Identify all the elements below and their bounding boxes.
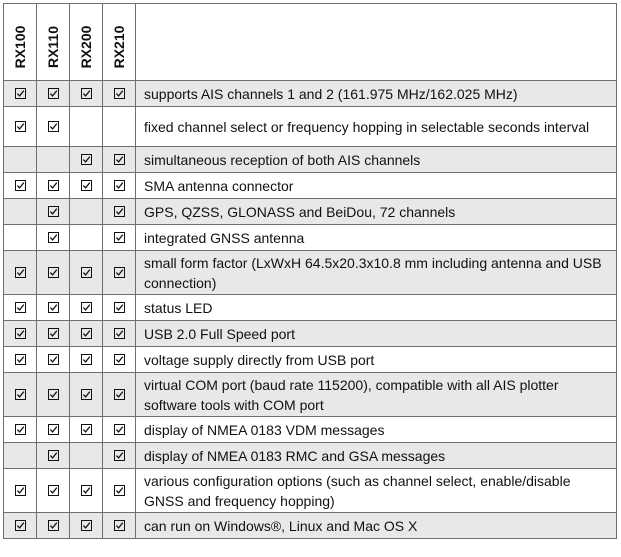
cell-rx110 [37, 251, 70, 295]
table-row [4, 225, 617, 251]
table-row [4, 469, 617, 513]
table-row [4, 347, 617, 373]
cell-rx200 [70, 373, 103, 417]
cell-rx110 [37, 347, 70, 373]
checked-box-icon [114, 328, 125, 339]
feature-description: fixed channel select or frequency hopping in selectable seconds interval [136, 107, 617, 147]
checked-box-icon [48, 302, 59, 313]
checked-box-icon [48, 328, 59, 339]
checked-box-icon [15, 302, 26, 313]
checked-box-icon [114, 267, 125, 278]
cell-rx110 [37, 225, 70, 251]
table-row [4, 147, 617, 173]
checked-box-icon [114, 485, 125, 496]
cell-rx210 [103, 81, 136, 107]
table-row [4, 513, 617, 539]
checked-box-icon [114, 424, 125, 435]
checked-box-icon [48, 88, 59, 99]
feature-description: GPS, QZSS, GLONASS and BeiDou, 72 channels [136, 199, 617, 225]
feature-description: simultaneous reception of both AIS channels [136, 147, 617, 173]
cell-rx100 [4, 347, 37, 373]
cell-rx100 [4, 81, 37, 107]
cell-rx100 [4, 513, 37, 539]
checked-box-icon [15, 267, 26, 278]
checked-box-icon [15, 354, 26, 365]
cell-rx210 [103, 251, 136, 295]
checked-box-icon [114, 450, 125, 461]
checked-box-icon [114, 232, 125, 243]
header-label: RX210 [111, 25, 127, 69]
checked-box-icon [114, 206, 125, 217]
checked-box-icon [114, 154, 125, 165]
table-row [4, 173, 617, 199]
feature-description: display of NMEA 0183 RMC and GSA messages [136, 443, 617, 469]
header-row [4, 4, 617, 81]
cell-rx200 [70, 81, 103, 107]
cell-rx110 [37, 295, 70, 321]
cell-rx210 [103, 147, 136, 173]
checked-box-icon [48, 206, 59, 217]
cell-rx210 [103, 513, 136, 539]
cell-rx200 [70, 251, 103, 295]
feature-description: small form factor (LxWxH 64.5x20.3x10.8 mm including antenna and USB connection) [136, 251, 617, 295]
checked-box-icon [48, 485, 59, 496]
feature-description: supports AIS channels 1 and 2 (161.975 MHz/162.025 MHz) [136, 81, 617, 107]
checked-box-icon [81, 180, 92, 191]
table-body [4, 81, 617, 539]
checked-box-icon [15, 121, 26, 132]
feature-description: integrated GNSS antenna [136, 225, 617, 251]
checked-box-icon [114, 354, 125, 365]
checked-box-icon [15, 485, 26, 496]
cell-rx100 [4, 173, 37, 199]
cell-rx110 [37, 417, 70, 443]
checked-box-icon [81, 302, 92, 313]
cell-rx100 [4, 225, 37, 251]
checked-box-icon [15, 389, 26, 400]
checked-box-icon [48, 121, 59, 132]
feature-comparison-table [3, 3, 617, 539]
checked-box-icon [114, 389, 125, 400]
cell-rx210 [103, 443, 136, 469]
cell-rx200 [70, 199, 103, 225]
cell-rx200 [70, 173, 103, 199]
header-rx210 [103, 4, 136, 81]
cell-rx200 [70, 469, 103, 513]
checked-box-icon [48, 180, 59, 191]
cell-rx200 [70, 147, 103, 173]
cell-rx210 [103, 295, 136, 321]
checked-box-icon [114, 302, 125, 313]
checked-box-icon [15, 180, 26, 191]
cell-rx210 [103, 107, 136, 147]
feature-description: can run on Windows®, Linux and Mac OS X [136, 513, 617, 539]
cell-rx110 [37, 443, 70, 469]
header-rx200 [70, 4, 103, 81]
checked-box-icon [48, 354, 59, 365]
table-row [4, 107, 617, 147]
table-row [4, 81, 617, 107]
cell-rx200 [70, 225, 103, 251]
table-row [4, 251, 617, 295]
cell-rx110 [37, 173, 70, 199]
checked-box-icon [114, 88, 125, 99]
checked-box-icon [48, 389, 59, 400]
cell-rx100 [4, 373, 37, 417]
cell-rx100 [4, 417, 37, 443]
cell-rx210 [103, 347, 136, 373]
feature-description: voltage supply directly from USB port [136, 347, 617, 373]
checked-box-icon [48, 232, 59, 243]
cell-rx210 [103, 373, 136, 417]
table-row [4, 417, 617, 443]
cell-rx100 [4, 321, 37, 347]
header-feature-blank [136, 4, 617, 81]
checked-box-icon [81, 485, 92, 496]
checked-box-icon [114, 520, 125, 531]
checked-box-icon [48, 450, 59, 461]
cell-rx100 [4, 199, 37, 225]
header-label: RX100 [12, 25, 28, 69]
cell-rx210 [103, 173, 136, 199]
cell-rx210 [103, 225, 136, 251]
cell-rx210 [103, 321, 136, 347]
cell-rx200 [70, 513, 103, 539]
cell-rx100 [4, 469, 37, 513]
cell-rx210 [103, 469, 136, 513]
checked-box-icon [15, 328, 26, 339]
cell-rx110 [37, 373, 70, 417]
cell-rx100 [4, 147, 37, 173]
checked-box-icon [48, 267, 59, 278]
feature-description: status LED [136, 295, 617, 321]
cell-rx110 [37, 469, 70, 513]
checked-box-icon [81, 424, 92, 435]
checked-box-icon [81, 354, 92, 365]
cell-rx200 [70, 295, 103, 321]
table-row [4, 199, 617, 225]
cell-rx110 [37, 107, 70, 147]
feature-description: display of NMEA 0183 VDM messages [136, 417, 617, 443]
cell-rx200 [70, 443, 103, 469]
table-row [4, 321, 617, 347]
checked-box-icon [81, 328, 92, 339]
cell-rx110 [37, 513, 70, 539]
cell-rx110 [37, 199, 70, 225]
cell-rx200 [70, 107, 103, 147]
cell-rx100 [4, 251, 37, 295]
cell-rx110 [37, 147, 70, 173]
checked-box-icon [15, 520, 26, 531]
checked-box-icon [81, 520, 92, 531]
cell-rx100 [4, 295, 37, 321]
cell-rx200 [70, 417, 103, 443]
header-label: RX110 [45, 25, 61, 69]
header-label: RX200 [78, 25, 94, 69]
feature-description: various configuration options (such as channel select, enable/disable GNSS and frequency hopping) [136, 469, 617, 513]
table-row [4, 373, 617, 417]
table-row [4, 295, 617, 321]
cell-rx100 [4, 443, 37, 469]
table-header [4, 4, 617, 81]
checked-box-icon [81, 389, 92, 400]
feature-description: SMA antenna connector [136, 173, 617, 199]
cell-rx110 [37, 321, 70, 347]
cell-rx210 [103, 417, 136, 443]
table-row [4, 443, 617, 469]
cell-rx210 [103, 199, 136, 225]
header-rx100 [4, 4, 37, 81]
checked-box-icon [15, 88, 26, 99]
checked-box-icon [81, 267, 92, 278]
checked-box-icon [48, 520, 59, 531]
feature-description: virtual COM port (baud rate 115200), compatible with all AIS plotter software tools with COM port [136, 373, 617, 417]
feature-description: USB 2.0 Full Speed port [136, 321, 617, 347]
checked-box-icon [15, 424, 26, 435]
cell-rx100 [4, 107, 37, 147]
header-rx110 [37, 4, 70, 81]
cell-rx200 [70, 321, 103, 347]
checked-box-icon [48, 424, 59, 435]
checked-box-icon [81, 154, 92, 165]
cell-rx200 [70, 347, 103, 373]
checked-box-icon [114, 180, 125, 191]
cell-rx110 [37, 81, 70, 107]
checked-box-icon [81, 88, 92, 99]
